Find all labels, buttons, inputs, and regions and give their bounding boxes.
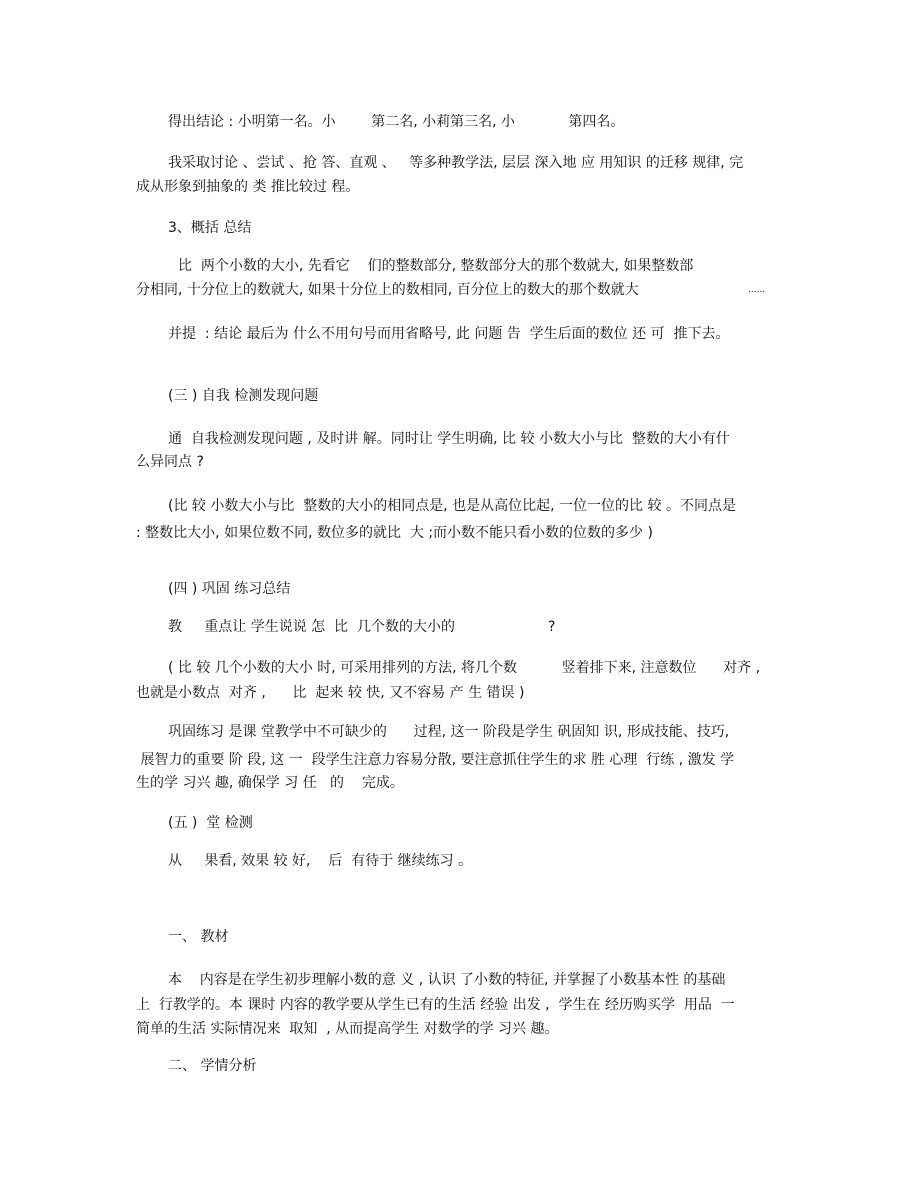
text-line: 上 行教学的。本 课时 内容的教学要从学生已有的生活 经验 出发 , 学生在 经历购买学 用品 一 [136,997,735,1013]
text-line: 生的学 习兴 趣, 确保学 习 任 的 完成。 [136,775,404,791]
text-line-conclusion: 得出结论 : 小明第一名。小 第二名, 小莉第三名, 小 第四名。 [168,114,625,130]
text-line: 本 内容是在学生初步理解小数的意 义 , 认识 了小数的特征, 并掌握了小数基本性 的基础 [168,972,726,988]
text-line: 展智力的重要 阶 段, 这 一 段学生注意力容易分散, 要注意抓住学生的求 胜 心理 行练 , 激发 学 [136,752,735,768]
text-line: 简单的生活 实际情况来 取知 , 从而提高学生 对数学的学 习兴 趣。 [136,1021,559,1037]
question-mark: ? [548,619,556,635]
text-line: 教 重点让 学生说说 怎 比 几个数的大小的 [168,619,455,635]
text-line: 分相同, 十分位上的数就大, 如果十分位上的数相同, 百分位上的数大的那个数就大 [136,282,639,298]
ellipsis-mark: ...... [748,285,766,295]
text-line: : 整数比大小, 如果位数不同, 数位多的就比 大 ;而小数不能只看小数的位数的多少 ) [136,525,653,541]
section-heading: (三 ) 自我 检测发现问题 [168,388,319,404]
text-line: 并提 : 结论 最后为 什么不用句号而用省略号, 此 问题 告 学生后面的数位 还 可 推下去。 [168,326,730,342]
section-heading: 3、概括 总结 [168,220,252,236]
section-heading: (四 ) 巩固 练习总结 [168,581,291,597]
text-line: 我采取讨论 、尝试 、抢 答、直观 、 等多种教学法, 层层 深入地 应 用知识 的迁移 规律, 完 [168,155,744,171]
text-line: 也就是小数点 对齐 , 比 起来 较 快, 又不容易 产 生 错误 ) [136,685,525,701]
text-line: ( 比 较 几个小数的大小 时, 可采用排列的方法, 将几个数 竖着排下来, 注意数位 对齐 , [168,660,761,676]
text-line: 巩固练习 是课 堂教学中不可缺少的 过程, 这一 阶段是学生 矾固知 识, 形成技能、技巧, [168,724,730,740]
text-line: 通 自我检测发现问题 , 及时讲 解。同时让 学生明确, 比 较 小数大小与比 整数的大小有什 [168,431,730,447]
section-heading: (五 ) 堂 检测 [168,815,253,831]
section-heading: 一、 教材 [168,929,229,945]
text-line: 从 果看, 效果 较 好, 后 有待于 继续练习 。 [168,853,473,869]
text-line: (比 较 小数大小与比 整数的大小的相同点是, 也是从高位比起, 一位一位的比 较 。不同点是 [168,498,736,514]
text-line: 比 两个小数的大小, 先看它 们的整数部分, 整数部分大的那个数就大, 如果整数部 [178,258,694,274]
text-line: 成从形象到抽象的 类 推比较过 程。 [136,179,360,195]
section-heading: 二、 学情分析 [168,1058,257,1074]
text-line: 么异同点 ? [136,454,204,470]
